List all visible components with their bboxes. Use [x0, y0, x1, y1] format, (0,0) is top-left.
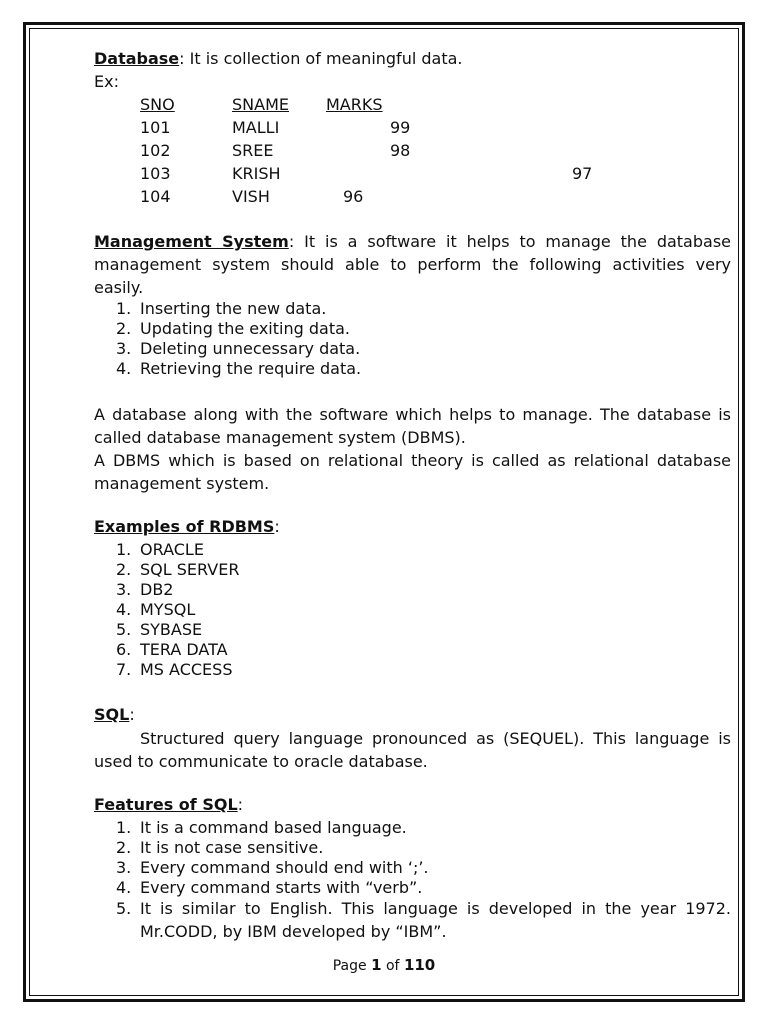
list-item: 1. It is a command based language.: [116, 818, 407, 837]
list-item: 3. Deleting unnecessary data.: [116, 339, 361, 358]
of-label: of: [385, 958, 400, 974]
page-footer: [0, 955, 768, 976]
dbms-paragraph: A database along with the software which helps to manage. The database is called database management system (DBMS).: [94, 405, 731, 447]
table-cell: MALLI: [232, 118, 280, 137]
table-cell: KRISH: [232, 164, 281, 183]
management-system-text: : It is a software it helps to manage the database management system should able to perform the following activities very easily.: [94, 232, 731, 297]
database-text: : It is collection of meaningful data.: [179, 49, 463, 68]
list-item: 7. MS ACCESS: [116, 660, 233, 679]
list-item: 4. Retrieving the require data.: [116, 359, 362, 378]
table-cell: 102: [140, 141, 171, 160]
list-item: 1. ORACLE: [116, 540, 204, 559]
table-cell: 99: [390, 118, 411, 137]
database-definition: [94, 49, 462, 69]
sql-title: SQL:: [94, 705, 135, 724]
table-cell: VISH: [232, 187, 270, 206]
list-item: 4. Every command starts with “verb”.: [116, 878, 423, 897]
sql-heading: SQL: [94, 705, 130, 724]
table-header-sname: SNAME: [232, 95, 289, 114]
features-heading: Features of SQL: [94, 795, 238, 814]
rdbms-paragraph: A DBMS which is based on relational theory is called as relational database management system.: [94, 451, 731, 493]
list-item: 5. SYBASE: [116, 620, 203, 639]
list-item: 2. SQL SERVER: [116, 560, 240, 579]
features-title: Features of SQL:: [94, 795, 244, 814]
table-header-marks: MARKS: [326, 95, 383, 114]
management-system-paragraph: [94, 230, 731, 299]
table-cell: 97: [572, 164, 593, 183]
table-cell: 101: [140, 118, 171, 137]
management-system-heading: Management System: [94, 232, 289, 251]
list-item: 2. It is not case sensitive.: [116, 838, 324, 857]
sql-paragraph: Structured query language pronounced as (SEQUEL). This language is used to communicate to oracle database.: [94, 729, 731, 771]
table-cell: SREE: [232, 141, 274, 160]
rdbms-heading: Examples of RDBMS: [94, 517, 275, 536]
page-total: 110: [403, 956, 436, 974]
list-item: 4. MYSQL: [116, 600, 196, 619]
page-number: 1: [371, 956, 382, 974]
database-heading: Database: [94, 49, 180, 68]
page-label: Page: [332, 958, 367, 974]
management-activities-list: [94, 299, 731, 379]
example-label: Ex:: [94, 72, 119, 91]
list-item: 6. TERA DATA: [116, 640, 228, 659]
list-item: 3. DB2: [116, 580, 174, 599]
table-cell: 103: [140, 164, 171, 183]
list-item: 1. Inserting the new data.: [116, 299, 327, 318]
list-item: 2. Updating the exiting data.: [116, 319, 350, 338]
rdbms-examples-list: [94, 540, 731, 680]
table-header-sno: SNO: [140, 95, 175, 114]
table-cell: 96: [343, 187, 364, 206]
list-item: 5. It is similar to English. This language is developed in the year 1972. Mr.CODD, by IBM developed by “IBM”.: [116, 899, 731, 941]
rdbms-examples-title: Examples of RDBMS:: [94, 517, 280, 536]
table-cell: 98: [390, 141, 411, 160]
features-list: [94, 818, 731, 943]
list-item: 3. Every command should end with ‘;’.: [116, 858, 429, 877]
table-cell: 104: [140, 187, 171, 206]
